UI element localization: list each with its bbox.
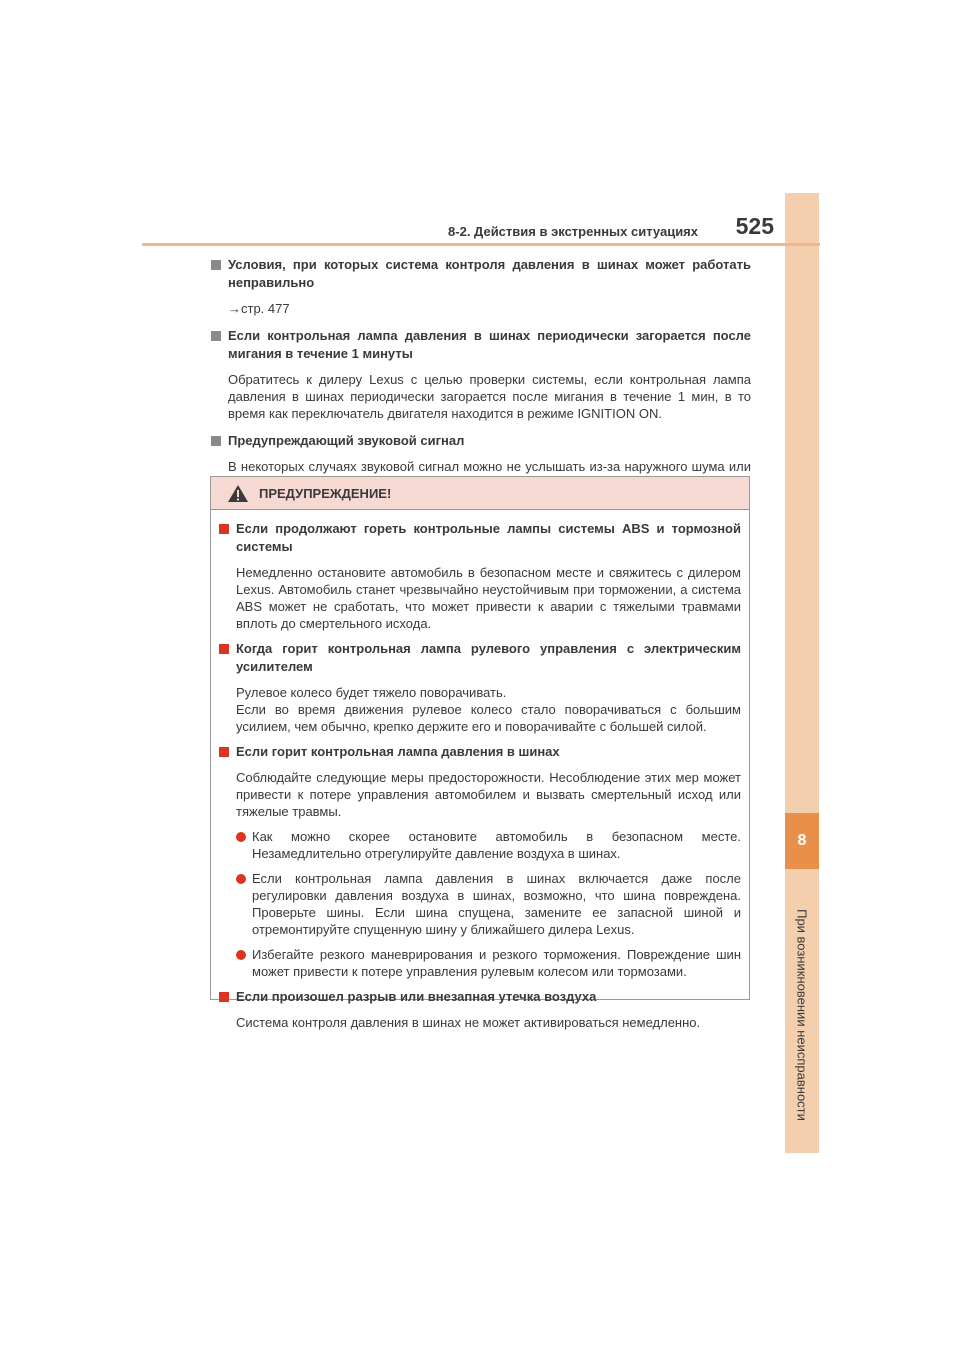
section-heading [211,432,751,450]
round-bullet-icon [236,950,246,960]
square-bullet-icon [219,992,229,1002]
chapter-number: 8 [785,813,819,869]
round-bullet-icon [236,832,246,842]
warning-item-text: Если во время движения рулевое колесо стало поворачиваться с большим усилием, чем обычно, крепко держите его и поворачивайте с большей силой. [236,702,741,734]
main-content [211,256,751,492]
list-item-text: Как можно скорее остановите автомобиль в безопасном месте. Незамедлительно отрегулируйте давление воздуха в шинах. [252,829,741,861]
page-number: 525 [735,213,774,239]
square-bullet-icon [211,260,221,270]
warning-item-heading [219,640,741,676]
section-header: 8-2. Действия в экстренных ситуациях [448,224,698,239]
square-bullet-icon [211,331,221,341]
warning-item-heading [219,520,741,556]
section-text: В некоторых случаях звуковой сигнал можно не услышать из-за наружного шума или [228,459,751,474]
section-text: Обратитесь к дилеру Lexus с целью проверки системы, если контрольная лампа давления в шинах периодически загорается после мигания в течение 1 мин, в то время как переключатель двигателя находится в режиме IGNITION ON. [228,372,751,421]
list-item [219,946,741,980]
section-heading-text: Условия, при которых система контроля давления в шинах может работать неправильно [228,257,751,290]
warning-item-heading [219,743,741,761]
list-item [219,870,741,938]
warning-item-heading-text: Если произошел разрыв или внезапная утечка воздуха [236,989,597,1004]
list-item [219,828,741,862]
section-heading [211,256,751,292]
warning-body [211,510,749,1031]
warning-item-text: Система контроля давления в шинах не может активироваться немедленно. [236,1015,701,1030]
square-bullet-icon [219,524,229,534]
list-item-text: Избегайте резкого маневрирования и резкого торможения. Повреждение шин может привести к потере управления рулевым колесом или тормозами. [252,947,741,979]
chapter-label: При возникновении неисправности [794,909,810,1121]
section-heading [211,327,751,363]
section-heading-text: Если контрольная лампа давления в шинах периодически загорается после мигания в течение 1 минуты [228,328,751,361]
warning-item-heading-text: Когда горит контрольная лампа рулевого управления с электрическим усилителем [236,641,741,674]
page-reference[interactable]: →стр. 477 [228,301,290,316]
list-item-text: Если контрольная лампа давления в шинах включается даже после регулировки давления воздуха в шинах, возможно, что шина повреждена. Проверьте шины. Если шина спущена, замените ее запасной шиной и отремонтируйте спущенную шину у ближайшего дилера Lexus. [252,871,741,937]
warning-item-heading-text: Если горит контрольная лампа давления в шинах [236,744,560,759]
header-rule [142,243,820,246]
warning-item-text: Немедленно остановите автомобиль в безопасном месте и свяжитесь с дилером Lexus. Автомобиль станет чрезвычайно неустойчивым при торможении, а система ABS может не сработать, что может привести к аварии с тяжелыми травмами вплоть до смертельного исхода. [236,565,741,631]
square-bullet-icon [211,436,221,446]
warning-title: ПРЕДУПРЕЖДЕНИЕ! [259,485,392,501]
warning-triangle-icon [227,484,249,503]
warning-item-heading-text: Если продолжают гореть контрольные лампы системы ABS и тормозной системы [236,521,741,554]
warning-item-text: Соблюдайте следующие меры предосторожности. Несоблюдение этих мер может привести к потере управления автомобилем и вызвать смертельный исход или тяжелые травмы. [236,770,741,819]
warning-header [211,477,749,510]
square-bullet-icon [219,747,229,757]
round-bullet-icon [236,874,246,884]
square-bullet-icon [219,644,229,654]
section-heading-text: Предупреждающий звуковой сигнал [228,433,465,448]
warning-box [210,476,750,1030]
warning-item-text: Рулевое колесо будет тяжело поворачивать. [236,685,507,700]
warning-item-heading [219,988,741,1006]
